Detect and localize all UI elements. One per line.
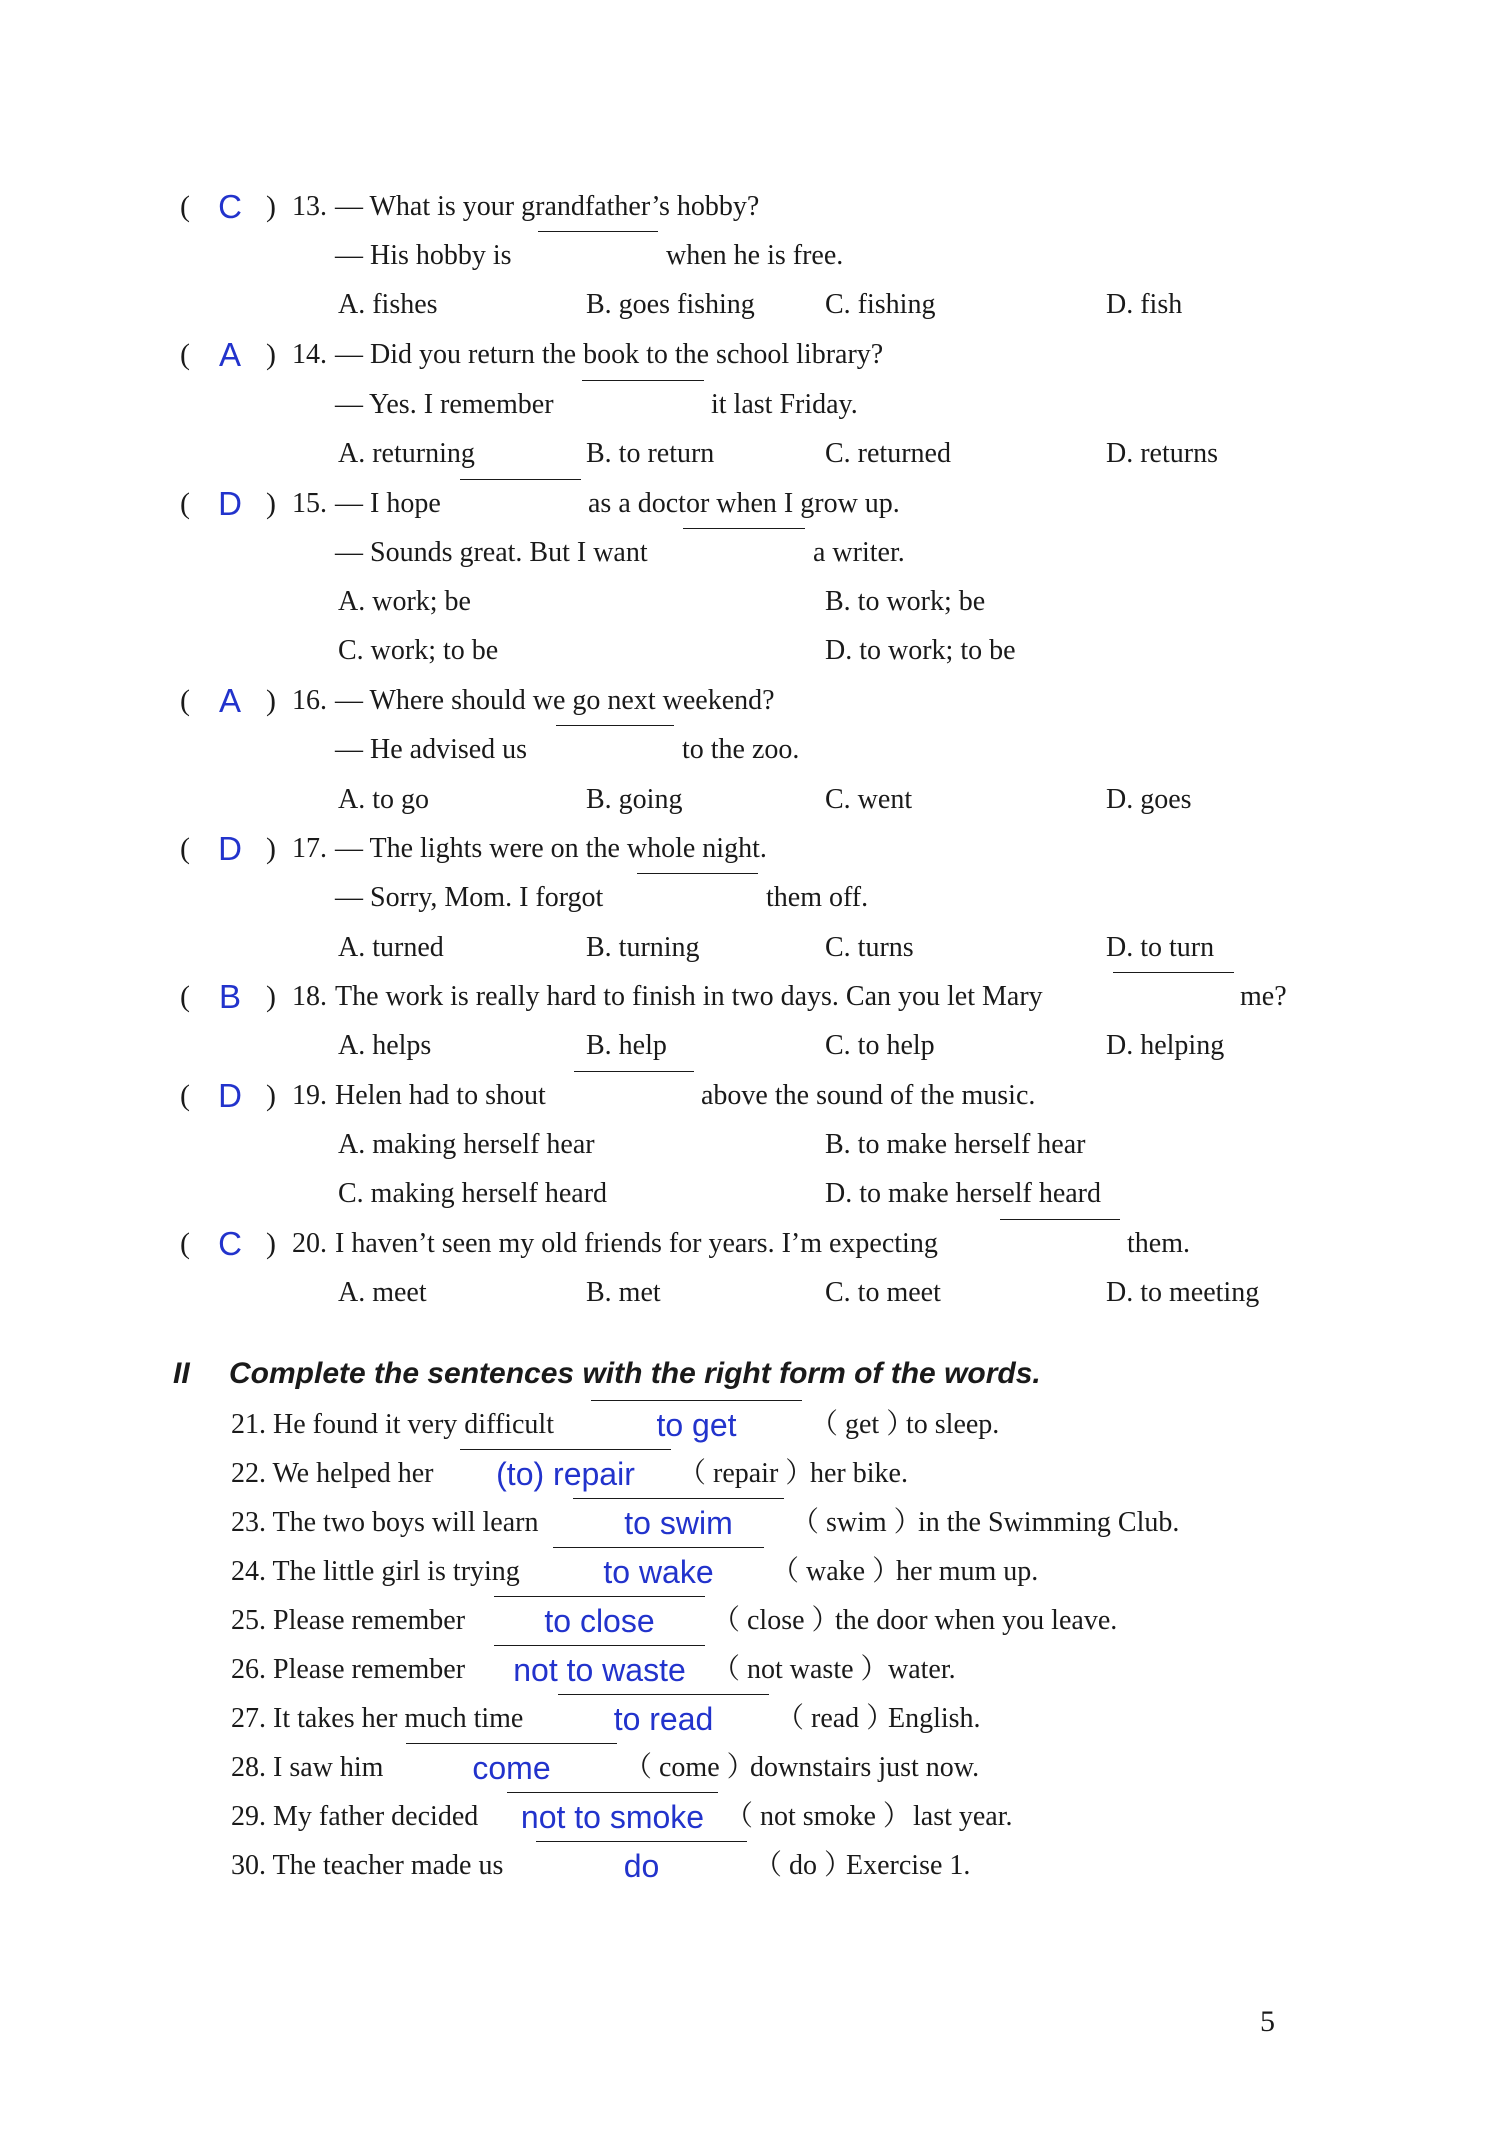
answer-bracket-close: ) [266,832,276,865]
question-text: I haven’t seen my old friends for years. I’m expecting [335,1228,938,1259]
filled-answer: do [623,1848,660,1884]
answer-blank [683,528,805,529]
option-c: C. work; to be [338,635,499,666]
question-text: when he is free. [666,240,844,271]
word-hint: （ not smoke ） [725,1801,911,1832]
question-number: 14. [292,339,327,370]
option-b: B. met [586,1277,661,1308]
question-text: — Sorry, Mom. I forgot [335,882,604,913]
page-number: 5 [1260,2005,1275,2038]
answer-blank [637,873,758,874]
word-hint: （ wake ） [771,1556,901,1587]
answer-bracket-close: ) [266,1079,276,1112]
option-d: D. to turn [1106,932,1215,963]
question-text: — He advised us [335,734,528,765]
answer-letter: D [218,830,242,867]
section-title: Complete the sentences with the right form of the words. [229,1357,1041,1390]
question-number: 19. [292,1080,327,1111]
sentence-start: 23. The two boys will learn [231,1507,539,1538]
option-d: D. fish [1106,289,1183,320]
word-hint: （ repair ） [678,1458,814,1489]
section-number: II [173,1357,190,1390]
answer-blank [1000,1219,1120,1220]
sentence-start: 28. I saw him [231,1752,384,1783]
answer-bracket-open: ( [180,980,190,1013]
sentence-end: English. [888,1703,981,1734]
question-text: it last Friday. [711,389,858,420]
word-hint: （ read ） [776,1703,895,1734]
sentence-start: 29. My father decided [231,1801,479,1832]
option-a: A. returning [338,438,475,469]
answer-bracket-close: ) [266,338,276,371]
word-hint: （ get ） [810,1409,915,1440]
question-text: to the zoo. [682,734,800,765]
sentence-end: to sleep. [906,1409,1000,1440]
filled-answer: to close [544,1603,655,1639]
word-hint: （ not waste ） [712,1654,889,1685]
option-d: D. helping [1106,1030,1225,1061]
sentence-end: last year. [913,1801,1013,1832]
option-b: B. goes fishing [586,289,755,320]
sentence-end: downstairs just now. [750,1752,980,1783]
word-hint: （ come ） [624,1752,755,1783]
question-number: 20. [292,1228,327,1259]
filled-answer: to wake [603,1554,714,1590]
option-b: B. to work; be [825,586,986,617]
answer-bracket-close: ) [266,684,276,717]
sentence-start: 22. We helped her [231,1458,434,1489]
answer-letter: D [218,1077,242,1114]
option-b: B. turning [586,932,700,963]
answer-blank [538,231,658,232]
question-text: me? [1240,981,1287,1012]
sentence-end: the door when you leave. [835,1605,1118,1636]
sentence-end: Exercise 1. [846,1850,971,1881]
filled-answer: (to) repair [496,1456,635,1492]
answer-blank [460,479,581,480]
option-c: C. went [825,784,913,815]
option-c: C. to meet [825,1277,941,1308]
answer-bracket-open: ( [180,1079,190,1112]
option-d: D. to meeting [1106,1277,1260,1308]
question-number: 15. [292,488,327,519]
option-a: A. helps [338,1030,432,1061]
word-hint: （ do ） [754,1850,853,1881]
answer-bracket-close: ) [266,1227,276,1260]
answer-letter: C [218,188,242,225]
question-text: — What is your grandfather’s hobby? [335,191,760,222]
question-text: Helen had to shout [335,1080,546,1111]
word-hint: （ swim ） [791,1507,922,1538]
option-d: D. goes [1106,784,1192,815]
option-a: A. to go [338,784,429,815]
question-text: them off. [766,882,869,913]
filled-answer: to read [613,1701,714,1737]
option-b: B. help [586,1030,667,1061]
sentence-end: in the Swimming Club. [918,1507,1180,1538]
answer-bracket-open: ( [180,338,190,371]
option-a: A. work; be [338,586,471,617]
option-b: B. going [586,784,683,815]
filled-answer: come [472,1750,551,1786]
option-c: C. making herself heard [338,1178,608,1209]
answer-blank [1113,972,1234,973]
question-text: a writer. [813,537,905,568]
option-c: C. turns [825,932,914,963]
answer-letter: D [218,485,242,522]
answer-bracket-open: ( [180,684,190,717]
question-text: — His hobby is [335,240,512,271]
option-a: A. turned [338,932,444,963]
answer-bracket-close: ) [266,190,276,223]
sentence-start: 27. It takes her much time [231,1703,524,1734]
answer-blank [574,1071,694,1072]
answer-bracket-open: ( [180,1227,190,1260]
sentence-end: her mum up. [896,1556,1039,1587]
question-text: above the sound of the music. [701,1080,1036,1111]
filled-answer: not to waste [513,1652,686,1688]
question-text: as a doctor when I grow up. [588,488,900,519]
sentence-end: her bike. [810,1458,908,1489]
option-c: C. fishing [825,289,936,320]
option-b: B. to make herself hear [825,1129,1086,1160]
filled-answer: to swim [624,1505,733,1541]
answer-bracket-close: ) [266,980,276,1013]
question-text: The work is really hard to finish in two days. Can you let Mary [335,981,1043,1012]
answer-letter: A [218,336,241,373]
option-a: A. fishes [338,289,438,320]
question-text: — I hope [335,488,441,519]
sentence-end: water. [888,1654,956,1685]
option-c: C. to help [825,1030,935,1061]
option-d: D. returns [1106,438,1218,469]
question-text: — Sounds great. But I want [335,537,648,568]
answer-letter: A [218,682,241,719]
option-a: A. making herself hear [338,1129,595,1160]
answer-bracket-open: ( [180,487,190,520]
question-number: 17. [292,833,327,864]
answer-bracket-open: ( [180,190,190,223]
question-text: — The lights were on the whole night. [335,833,767,864]
sentence-start: 21. He found it very difficult [231,1409,554,1440]
answer-bracket-open: ( [180,832,190,865]
question-text: — Did you return the book to the school library? [335,339,884,370]
option-c: C. returned [825,438,951,469]
sentence-start: 24. The little girl is trying [231,1556,520,1587]
filled-answer: to get [656,1407,737,1443]
option-a: A. meet [338,1277,427,1308]
answer-blank [556,725,674,726]
sentence-start: 30. The teacher made us [231,1850,504,1881]
question-text: — Yes. I remember [335,389,554,420]
word-hint: （ close ） [712,1605,840,1636]
answer-bracket-close: ) [266,487,276,520]
option-b: B. to return [586,438,715,469]
option-d: D. to make herself heard [825,1178,1101,1209]
option-d: D. to work; to be [825,635,1016,666]
sentence-start: 26. Please remember [231,1654,466,1685]
answer-blank [582,380,704,381]
answer-letter: C [218,1225,242,1262]
filled-answer: not to smoke [520,1799,705,1835]
sentence-start: 25. Please remember [231,1605,466,1636]
question-number: 18. [292,981,327,1012]
question-text: — Where should we go next weekend? [335,685,775,716]
question-number: 16. [292,685,327,716]
question-text: them. [1127,1228,1190,1259]
answer-letter: B [218,978,241,1015]
question-number: 13. [292,191,327,222]
